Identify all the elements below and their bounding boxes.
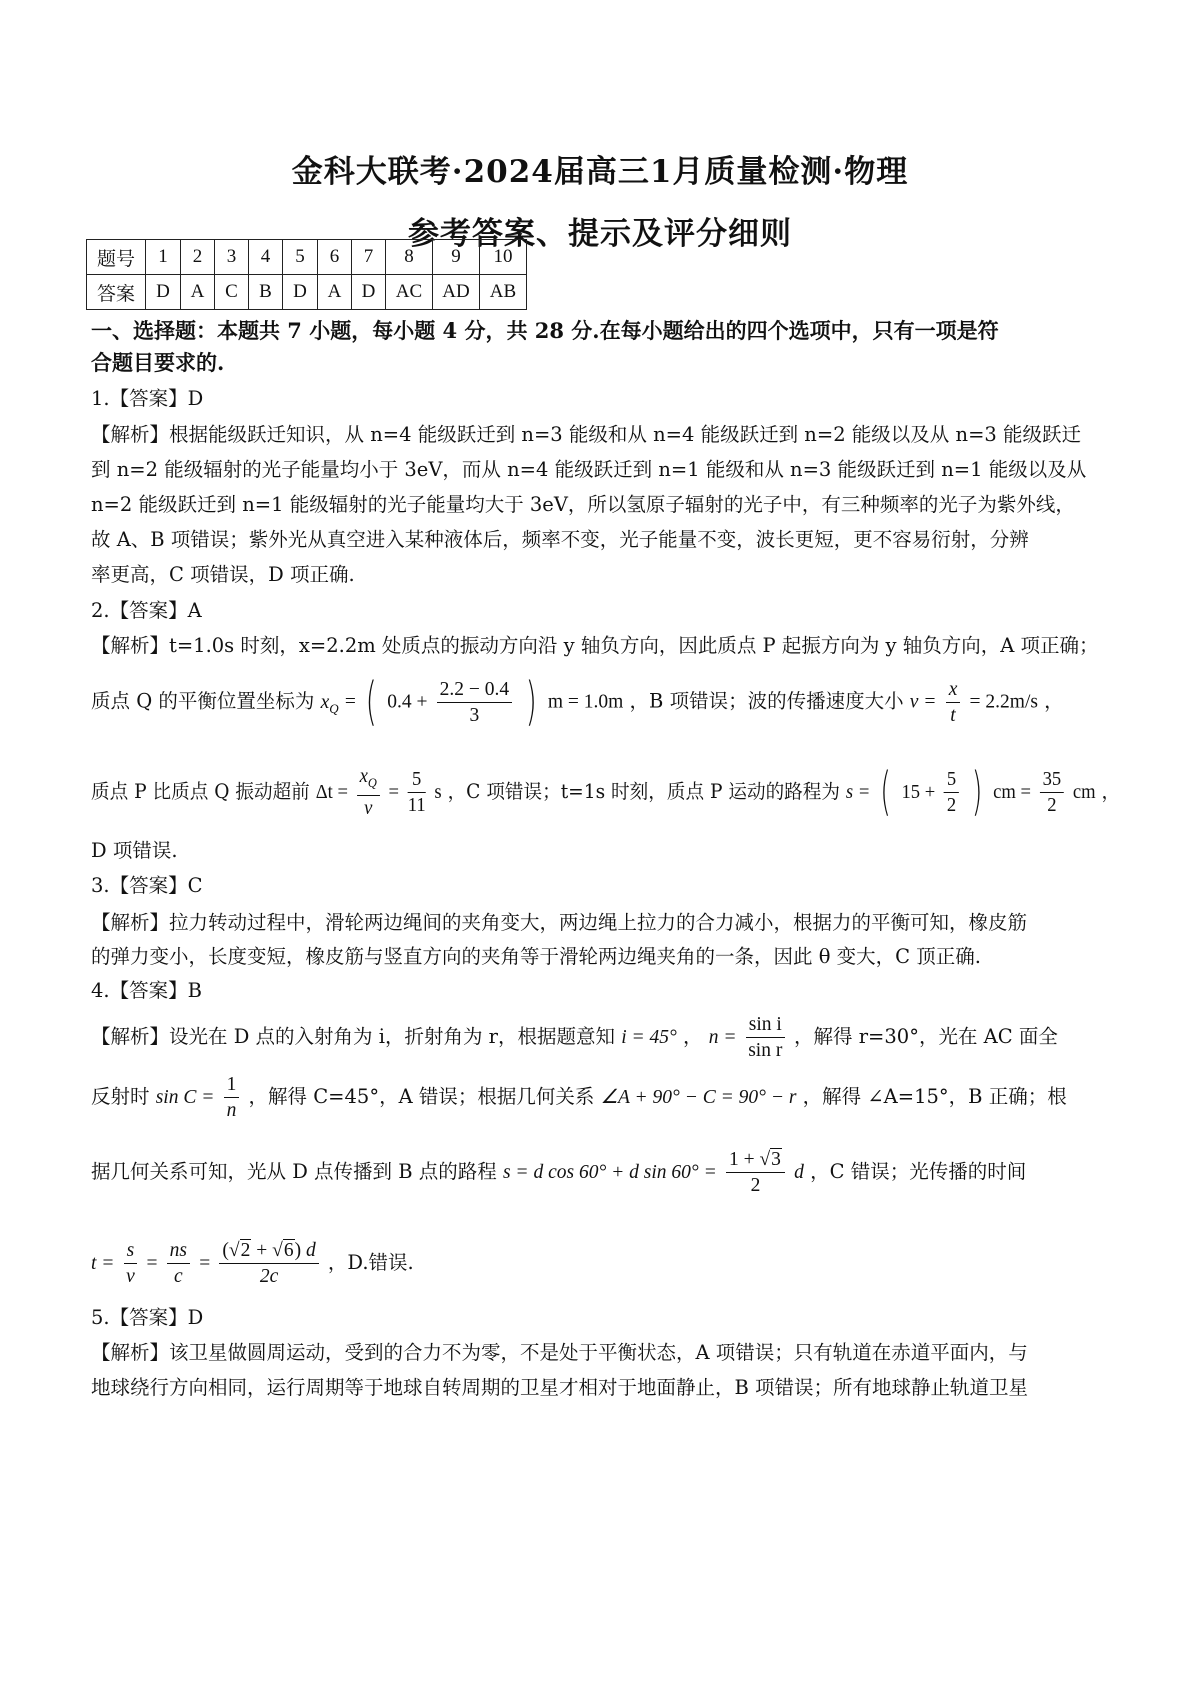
text-run: 【解析】设光在 D 点的入射角为 i，折射角为 r，根据题意知 [91,1025,615,1048]
text-run: ， [1044,689,1064,713]
math-symbol [320,691,339,716]
text-run: 反射时 [91,1085,150,1108]
math-text: m = 1.0m [547,691,624,713]
text-run: ， [683,1025,703,1048]
q5-analysis-line: 地球绕行方向相同，运行周期等于地球自转周期的卫星才相对于地面静止，B 项错误；所有地球静止轨道卫星 [91,1376,1029,1399]
table-cell: AB [480,275,527,310]
text-run: ，解得 r=30°，光在 AC 面全 [794,1025,1058,1048]
fraction-denominator: 3 [469,704,480,726]
table-cell: 9 [433,240,480,275]
text-run: ，C 项错误；t=1s 时刻，质点 P 运动的路程为 [447,779,840,803]
text-run: ，解得 C=45°，A 错误；根据几何关系 [248,1085,595,1108]
table-cell: 2 [181,240,215,275]
math-text: = [344,691,361,713]
section-heading: 一、选择题：本题共 7 小题，每小题 4 分，共 28 分.在每小题给出的四个选项中，只有一项是符 [91,318,999,343]
math-text: ∠A + 90° − C = 90° − r [600,1087,797,1108]
q1-answer: 1.【答案】D [91,387,204,410]
fraction [408,767,426,818]
sqrt-content: 2 [240,1240,251,1261]
fraction-numerator: sin i [746,1012,785,1038]
math-text: s = [845,781,871,803]
math-text: Δt = [315,781,348,803]
math-var: x [320,691,330,713]
fraction-denominator: 2 [946,794,957,816]
sqrt-content: 6 [283,1240,294,1261]
fraction-denominator: v [126,1266,135,1287]
q4-analysis-line-eq [91,1147,1026,1198]
fraction-numerator: x [946,677,961,703]
fraction [357,764,380,821]
section-heading-cont: 合题目要求的. [91,350,225,375]
table-header-cell: 题号 [87,240,146,275]
q5-answer: 5.【答案】D [91,1306,204,1329]
table-cell: A [181,275,215,310]
right-paren: ) [972,762,983,823]
fraction [224,1072,240,1123]
math-text: 1 + [728,1149,760,1170]
text-run: 据几何关系可知，光从 D 点传播到 B 点的路程 [91,1160,497,1183]
math-text: = [199,1253,211,1274]
text-run: ， [1101,779,1121,803]
q2-analysis-line-eq [91,764,1120,821]
fraction [124,1238,138,1289]
q1-analysis-line: 率更高，C 项错误，D 项正确. [91,563,355,586]
fraction-denominator: t [950,704,956,726]
math-text: i = 45° [621,1027,677,1048]
math-text: + [251,1240,273,1261]
table-cell: C [215,275,249,310]
math-text: d [305,1240,316,1261]
math-text: v = [909,691,937,713]
right-paren: ) [525,672,538,732]
text-run: 质点 P 比质点 Q 振动超前 [91,779,310,803]
table-cell: 7 [352,240,386,275]
q2-analysis-line: 【解析】t=1.0s 时刻，x=2.2m 处质点的振动方向沿 y 轴负方向，因此质点 P 起振方向为 y 轴负方向，A 项正确； [91,634,1099,657]
q4-analysis-line-eq [91,1072,1067,1123]
q3-answer: 3.【答案】C [91,874,203,897]
math-text: s = d cos 60° + d sin 60° = [502,1162,717,1183]
math-text: = [388,781,399,803]
document-title: 金科大联考·2024届高三1月质量检测·物理 [291,154,909,190]
fraction-denominator: c [174,1266,183,1287]
fraction-numerator: 5 [944,767,959,793]
sqrt-content: 3 [771,1149,781,1170]
answer-table-number-row [87,240,527,275]
math-text: sin C = [155,1087,215,1108]
q4-analysis-line-eq [91,1012,1058,1063]
answer-table-answer-row [87,275,527,310]
q1-analysis-line: 【解析】根据能级跃迁知识，从 n=4 能级跃迁到 n=3 能级和从 n=4 能级跃迁到 n=2 能级以及从 n=3 能级跃迁 [91,423,1082,446]
left-paren: ( [880,762,892,823]
fraction [726,1147,785,1198]
math-text: cm [1072,781,1096,803]
math-text: t = [91,1253,115,1274]
fraction-denominator: 2c [259,1266,279,1287]
q2-analysis-line: D 项错误. [91,839,178,862]
math-sub: Q [329,700,339,716]
table-cell: B [249,275,283,310]
table-cell: 8 [386,240,433,275]
fraction [437,677,513,728]
q1-analysis-line: n=2 能级跃迁到 n=1 能级辐射的光子能量均大于 3eV，所以氢原子辐射的光子中，有三种频率的光子为紫外线， [91,493,1075,516]
table-cell: AD [433,275,480,310]
fraction [167,1238,190,1289]
math-text: n = [708,1027,737,1048]
q3-analysis-line: 【解析】拉力转动过程中，滑轮两边绳间的夹角变大，两边绳上拉力的合力减小，根据力的平衡可知，橡皮筋 [91,911,1028,934]
table-cell: 4 [249,240,283,275]
document-subtitle: 参考答案、提示及评分细则 [408,216,792,252]
text-run: 质点 Q 的平衡位置坐标为 [91,689,315,713]
table-cell: A [318,275,352,310]
answer-table [86,239,527,310]
table-cell: 1 [146,240,181,275]
table-cell: 6 [318,240,352,275]
math-text: cm = [993,781,1031,803]
fraction-numerator: 35 [1040,767,1064,793]
q2-analysis-line-eq [91,672,1064,732]
q5-analysis-line: 【解析】该卫星做圆周运动，受到的合力不为零，不是处于平衡状态，A 项错误；只有轨道在赤道平面内，与 [91,1341,1028,1364]
table-cell: 10 [480,240,527,275]
table-cell: 3 [215,240,249,275]
math-text: = [146,1253,158,1274]
math-sub: Q [367,774,377,790]
table-cell: 5 [283,240,318,275]
table-cell: D [352,275,386,310]
math-text: 0.4 + [387,691,428,713]
math-var: x [359,766,368,787]
fraction-numerator [357,764,380,796]
fraction-numerator: 1 [224,1072,240,1098]
fraction-numerator: 1 + √3 [726,1147,785,1173]
math-text: 15 + [901,781,936,803]
table-cell: AC [386,275,433,310]
math-text: s [434,781,442,803]
q4-analysis-line-eq [91,1238,414,1289]
q1-analysis-line: 故 A、B 项错误；紫外光从真空进入某种液体后，频率不变，光子能量不变，波长更短，更不容易衍射，分辨 [91,528,1029,551]
fraction-denominator: n [226,1100,237,1121]
table-cell: D [146,275,181,310]
table-cell: D [283,275,318,310]
fraction-numerator: ns [167,1238,190,1264]
fraction [1040,767,1064,818]
fraction-denominator: 2 [750,1175,761,1196]
text-run: ，C 错误；光传播的时间 [810,1160,1027,1183]
fraction [944,767,959,818]
math-text: d [794,1162,804,1183]
q3-analysis-line: 的弹力变小，长度变短，橡皮筋与竖直方向的夹角等于滑轮两边绳夹角的一条，因此 θ 变大，C 顶正确. [91,945,981,968]
q1-analysis-line: 到 n=2 能级辐射的光子能量均小于 3eV，而从 n=4 能级跃迁到 n=1 能级和从 n=3 能级跃迁到 n=1 能级以及从 [91,458,1087,481]
fraction-numerator: s [124,1238,138,1264]
math-text: = 2.2m/s [969,691,1038,713]
table-header-cell: 答案 [87,275,146,310]
left-paren: ( [365,672,377,732]
text-run: ，解得 ∠A=15°，B 正确；根 [802,1085,1067,1108]
fraction-denominator: sin r [748,1040,783,1061]
fraction-numerator: 2.2 − 0.4 [437,677,513,703]
fraction-denominator: 11 [407,794,426,816]
q2-answer: 2.【答案】A [91,599,202,622]
fraction-numerator: (√2 + √6) d [219,1238,318,1264]
fraction [746,1012,785,1063]
fraction-denominator: 2 [1047,794,1057,816]
q4-answer: 4.【答案】B [91,979,202,1002]
fraction-numerator: 5 [408,767,426,793]
text-run: ，D.错误. [327,1251,414,1274]
fraction-denominator: v [364,797,373,819]
fraction [219,1238,318,1289]
text-run: ，B 项错误；波的传播速度大小 [629,689,904,713]
fraction [946,677,961,728]
